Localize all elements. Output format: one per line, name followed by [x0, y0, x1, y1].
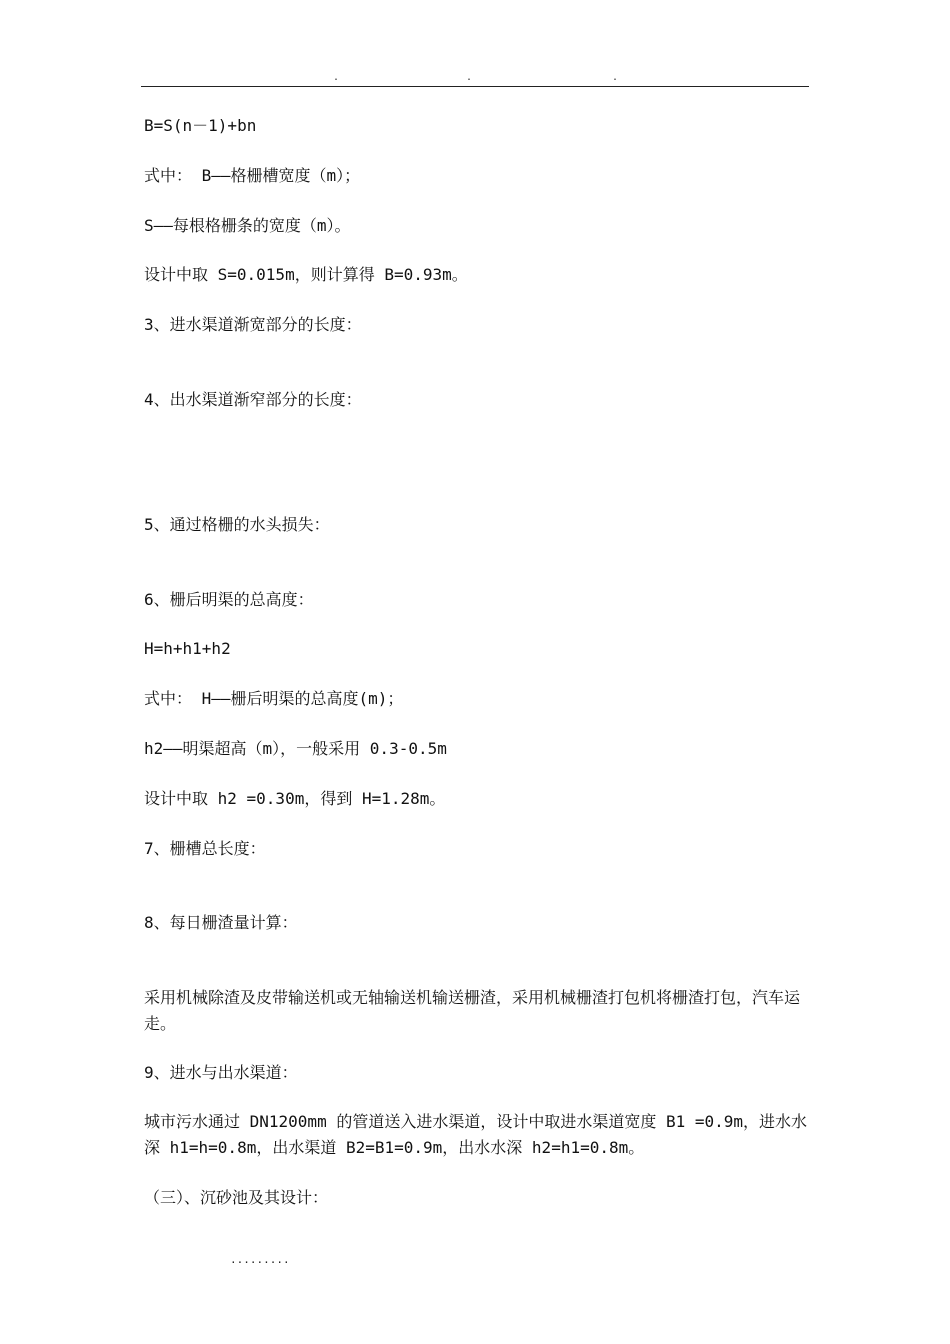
formula-h-definition: 式中： H——栅后明渠的总高度(m)；: [144, 689, 404, 708]
header-rule: [141, 86, 809, 87]
section-heading-4: 4、出水渠道渐窄部分的长度：: [144, 390, 362, 409]
section-heading-9: 9、进水与出水渠道：: [144, 1063, 298, 1082]
design-h-value: 设计中取 h2 =0.30m，得到 H=1.28m。: [144, 789, 446, 808]
section-heading-8: 8、每日栅渣量计算：: [144, 913, 298, 932]
header-dot: .: [466, 72, 473, 83]
section-heading-6: 6、栅后明渠的总高度：: [144, 590, 314, 609]
footer-dots: .........: [230, 1253, 290, 1266]
section-heading-3: 3、进水渠道渐宽部分的长度：: [144, 315, 362, 334]
design-b-value: 设计中取 S=0.015m，则计算得 B=0.93m。: [144, 265, 468, 284]
formula-s-definition: S——每根格栅条的宽度（m）。: [144, 216, 351, 235]
section-heading-7: 7、栅槽总长度：: [144, 839, 266, 858]
formula-h: H=h+h1+h2: [144, 639, 231, 658]
screenings-paragraph: 采用机械除渣及皮带输送机或无轴输送机输送栅渣，采用机械栅渣打包机将栅渣打包，汽车运走。: [144, 988, 801, 1033]
header-dot: .: [612, 72, 619, 83]
channel-paragraph: 城市污水通过 DN1200mm 的管道送入进水渠道，设计中取进水渠道宽度 B1 =0.9m，进水水深 h1=h=0.8m，出水渠道 B2=B1=0.9m，出水水深 h2=h1=0.8m。: [144, 1112, 808, 1157]
formula-b-definition: 式中： B——格栅槽宽度（m）；: [144, 166, 361, 185]
formula-h2-definition: h2——明渠超高（m），一般采用 0.3-0.5m: [144, 739, 447, 758]
header-dot: .: [333, 72, 340, 83]
chapter-heading-3: （三）、沉砂池及其设计：: [144, 1188, 329, 1207]
formula-b: B=S(n－1)+bn: [144, 116, 257, 135]
section-heading-5: 5、通过格栅的水头损失：: [144, 515, 330, 534]
